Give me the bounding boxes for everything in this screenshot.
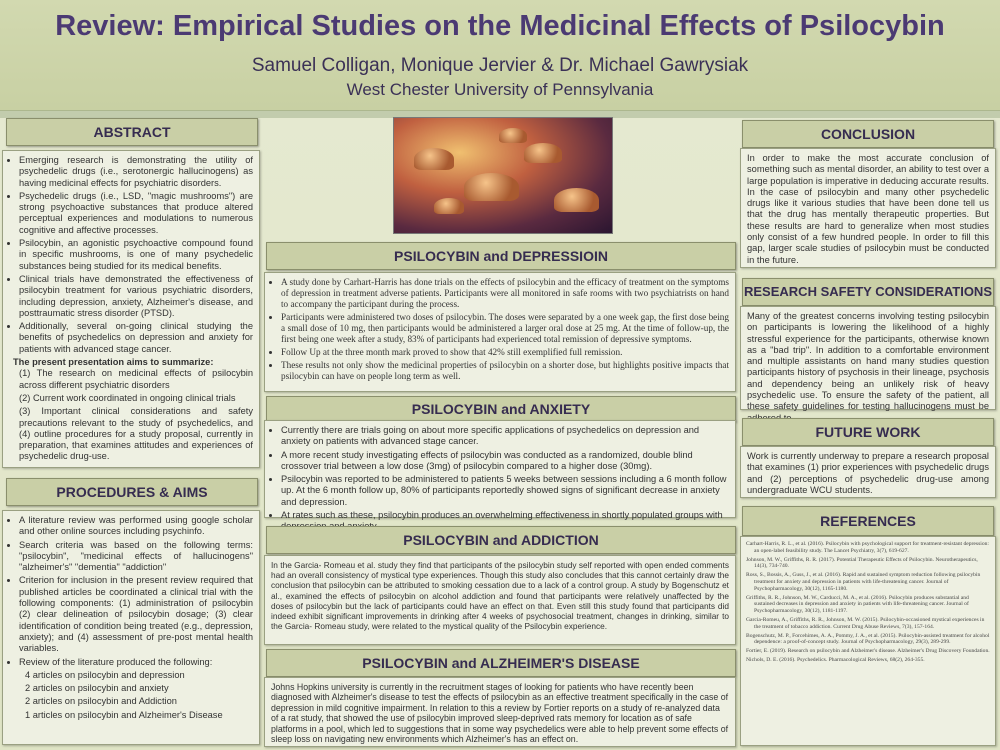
abstract-summary-lead: The present presentation aims to summarize: [13,357,214,368]
anxiety-list [271,425,729,533]
reference-entry: Bogenschutz, M. P., Forcehimes, A. A., Pommy, J. A., et al. (2015). Psilocybin-assisted treatment for alcohol dependence: a proof-of-concept study. Journal of Psychopharmacology, 29(3), 289-299. [746,632,990,646]
anxiety-heading: PSILOCYBIN and ANXIETY [266,396,736,422]
procedures-list [9,515,253,668]
reference-entry: Garcia-Romeu, A., Griffiths, R. R., Johnson, M. W. (2015). Psilocybin-occasioned mystical experiences in the treatment of tobacco addiction. Current Drug Abuse Reviews, 7(3), 157-164. [746,616,985,630]
future-work-heading: FUTURE WORK [742,418,994,446]
alzheimers-heading: PSILOCYBIN and ALZHEIMER'S DISEASE [266,649,736,677]
procedures-item: • A literature review was performed using google scholar and other online sources including psychinfo. [19,515,253,538]
conclusion-panel [740,148,996,268]
depression-list [271,277,729,382]
safety-panel [740,306,996,410]
poster-authors: Samuel Colligan, Monique Jervier & Dr. Michael Gawrysiak [251,55,749,76]
reference-entry: Fortier, E. (2019). Research on psilocybin and Alzheimer's disease. Alzheimer's Drug Discovery Foundation. [746,648,990,655]
anxiety-item: • Currently there are trials going on about more specific applications of psychedelics on depression and anxiety on patients with advanced stage cancer. [281,425,729,448]
mushrooms-photo [393,117,613,234]
alzheimers-text: Johns Hopkins university is currently in the recruitment stages of looking for patients who have recently been diagnosed with Alzheimer's disease to test the effects of psilocybin as an effective treatment specifically in the case of depression in mild cognitive impairment. In relation to this a review by Fortier reports on a study of re-analyzed data of a rat study, that showed the use of psilocybin improved sleep-deprived rats memory for location as of safe platforms in a pool, which led to suggestions that in some way psychedelics were able to help prevent some effects of sleep loss on navigating new environments which Alzheimer's has an effect on. [271,682,729,745]
future-work-text: Work is currently underway to prepare a research proposal that examines (1) prior experiences with psychedelic drugs and (2) perceptions of psychedelic drug-use among undergraduate WCU students. [747,451,989,495]
reference-entry: Carhart-Harris, R. L., et al. (2016). Psilocybin with psychological support for treatment-resistant depression: an open-label feasibility study. The Lancet Psychiatry, 3(7), 619-627. [746,541,989,554]
poster-header [0,0,1000,111]
anxiety-panel [264,420,736,521]
anxiety-item: • A more recent study investigating effects of psilocybin was conducted as a randomized, double blind crossover trial between a low dose (3mg) of psilocybin compared to a higher dose (30mg). [281,450,729,473]
abstract-item: • Psychedelic drugs (i.e., LSD, "magic mushrooms") are strong psychoactive substances that produce altered perceptual experiences and modulations to numerous cognitive and affective processes. [19,191,253,236]
procedures-result-item: 1 articles on psilocybin and Alzheimer's Disease [25,709,223,720]
conclusion-heading: CONCLUSION [742,120,994,148]
abstract-summary-list [9,368,253,462]
procedures-result-item: 4 articles on psilocybin and depression [25,669,185,680]
anxiety-item: • At rates such as these, psilocybin produces an overwhelming effectiveness in shortly populated groups with [281,510,729,533]
procedures-item: • Review of the literature produced the following: [19,657,253,668]
abstract-panel [2,150,260,468]
safety-heading: RESEARCH SAFETY CONSIDERATIONS [742,278,994,306]
abstract-item: • Clinical trials have demonstrated the effectiveness of psilocybin treatment for various psychiatric disorders, including depression, anxiety, Alzheimer's disease, and posttraumatic stress disorder (PTSD). [19,274,253,319]
procedures-panel [2,510,260,745]
abstract-summary-item: (2) Current work coordinated in ongoing clinical trials [19,392,236,403]
alzheimers-panel [264,677,736,747]
depression-panel [264,272,736,392]
procedures-heading: PROCEDURES & AIMS [6,478,258,506]
addiction-text: In the Garcia- Romeau et al. study they find that participants of the psilocybin study self reported with open ended comments had an overall consistency of mystical type experiences. Though this study also concludes that this cannot certainly draw the conclusion that psilocybin can be attributed to smoking cessation due to a lack of a control group. A study by Bogenschutz et al., examined the effects of psilocybin on alcohol addiction and found that participants were relatively unaffected by the doses of psilocybin but the lack of participants could have an effect on that. Even still this study found that participants did indeed exhibit significant improvements in drinking after 4 weeks of psychosocial treatment, changes in drinking, similar to the Garcia- Romeau study, were related to the mystical quality of the Psilocybin experience. [271,560,729,632]
depression-item: • Participants were administered two doses of psilocybin. The doses were separated by a one week gap, the first dose being a small dose of 10 mg, then participants would be administered a larger oral dose at 25 mg. At the time of follow-up, the first being one week after a study, 83% of participants had experienced total remission of depressive symptoms. [281,312,729,345]
references-list [746,541,990,664]
abstract-summary-item: (1) The research on medicinal effects of psilocybin across different psychiatric disorders [19,368,253,390]
references-panel [740,536,996,746]
poster-title: Review: Empirical Studies on the Medicinal Effects of Psilocybin [55,10,945,42]
abstract-item: • Psilocybin, an agonistic psychoactive compound found in specific mushrooms, is one of many psychedelic substances being studied for its medical benefits. [19,238,253,272]
abstract-item: • Additionally, several on-going clinical studying the benefits of psychedelics on depression and anxiety for patients with advanced stage cancer. [19,321,253,355]
future-work-panel [740,446,996,498]
procedures-result-item: 2 articles on psilocybin and Addiction [25,696,177,707]
procedures-result-item: 2 articles on psilocybin and anxiety [25,683,169,694]
depression-item: • These results not only show the medicinal properties of psilocybin on a shorter dose, but highlights positive impacts that psilocybin can have on people long term as well. [281,360,729,382]
addiction-heading: PSILOCYBIN and ADDICTION [266,526,736,554]
procedures-item: • Criterion for inclusion in the present review required that published articles be coordinated a clinical trial with the following components: (1) administration of psilocybin (2) clear delineation of psilocybin dosage; (3) clear identification of condition being treated (e.g., depression, anxiety); and (4) assessment of pre-post mental health variables. [19,575,253,654]
references-heading: REFERENCES [742,506,994,536]
reference-entry: Griffiths, R. R., Johnson, M. W., Carducci, M. A., et al. (2016). Psilocybin produces substantial and sustained decreases in depression and anxiety in patients with life-threatening cancer. Journal of Psychopharmacology, 30(12), 1181-1197. [746,594,969,615]
depression-heading: PSILOCYBIN and DEPRESSIOIN [266,242,736,270]
reference-entry: Johnson, M. W., Griffiths, R. R. (2017). Potential Therapeutic Effects of Psilocybin. Neurotherapeutics, 14(3), 734-740. [746,556,978,570]
abstract-summary-item: (3) Important clinical considerations and safety precautions relevant to the study of psychedelics, and (4) outline procedures for a study proposal, currently in preparation, that examines attitudes and experiences of psychedelic drug-use. [19,406,253,462]
abstract-list [9,155,253,355]
reference-entry: Nichols, D. E. (2016). Psychedelics. Pharmacological Reviews, 68(2), 264-355. [746,656,925,663]
abstract-item: • Emerging research is demonstrating the utility of psychedelic drugs (i.e., serotonergic hallucinogens) as having medicinal effects for psychiatric disorders. [19,155,253,189]
depression-item: • A study done by Carhart-Harris has done trials on the effects of psilocybin and the efficacy of treatment on the symptoms of depression in treatment adverse patients. Participants were all monitored in safe rooms with two psychiatrists on hand to accompany the participant during the process. [281,277,729,310]
poster-affiliation: West Chester University of Pennsylvania [346,80,654,99]
safety-text: Many of the greatest concerns involving testing psilocybin on participants is lowering the likelihood of a highly stressful experience for the participants, otherwise known as a "bad trip". In addition to a comfortable environment and multiple assistants on hand many studies question participants history of psychosis in their lineage, psychosis and dependency being an unlikely risk of heavy psychedelic use. To ensure the safety of the patient, all these safety guidelines for testing hallucinogens must be [747,311,989,412]
depression-item: • Follow Up at the three month mark proved to show that 42% still exemplified full remission. [281,347,729,358]
procedures-results-list [9,670,253,721]
conclusion-text: In order to make the most accurate conclusion of something such as mental disorder, an ability to test over a large population is imperative in deducing accurate results. In the case of psilocybin and many other psychedelic drugs like it various studies that have been done tell us that the drug has mentally therapeutic properties. But these results are hard to generalize when most studies only consist of a few hundred people. In order to fill this gap, larger scale studies of psilocybin must be conducted in the future. [747,153,989,265]
reference-entry: Ross, S., Bossis, A., Guss, J., et al. (2016). Rapid and sustained symptom reduction following psilocybin treatment for anxiety and depression in patients with life-threatening cancer. Journal of Psychopharmacology, 30(12), 1165-1180. [746,572,981,592]
procedures-item: • Search criteria was based on the following terms: "psilocybin", "medicinal effects of hallucinogens" "alzheimer's" "dementia" "addiction" [19,540,253,574]
addiction-panel [264,555,736,645]
abstract-heading: ABSTRACT [6,118,258,146]
anxiety-item: • Psilocybin was reported to be administered to patients 5 weeks between sessions including a 6 month follow up. At the 6 month follow up, 80% of participants reportedly showed signs of significant decrease in anxiety and depression. [281,474,729,508]
